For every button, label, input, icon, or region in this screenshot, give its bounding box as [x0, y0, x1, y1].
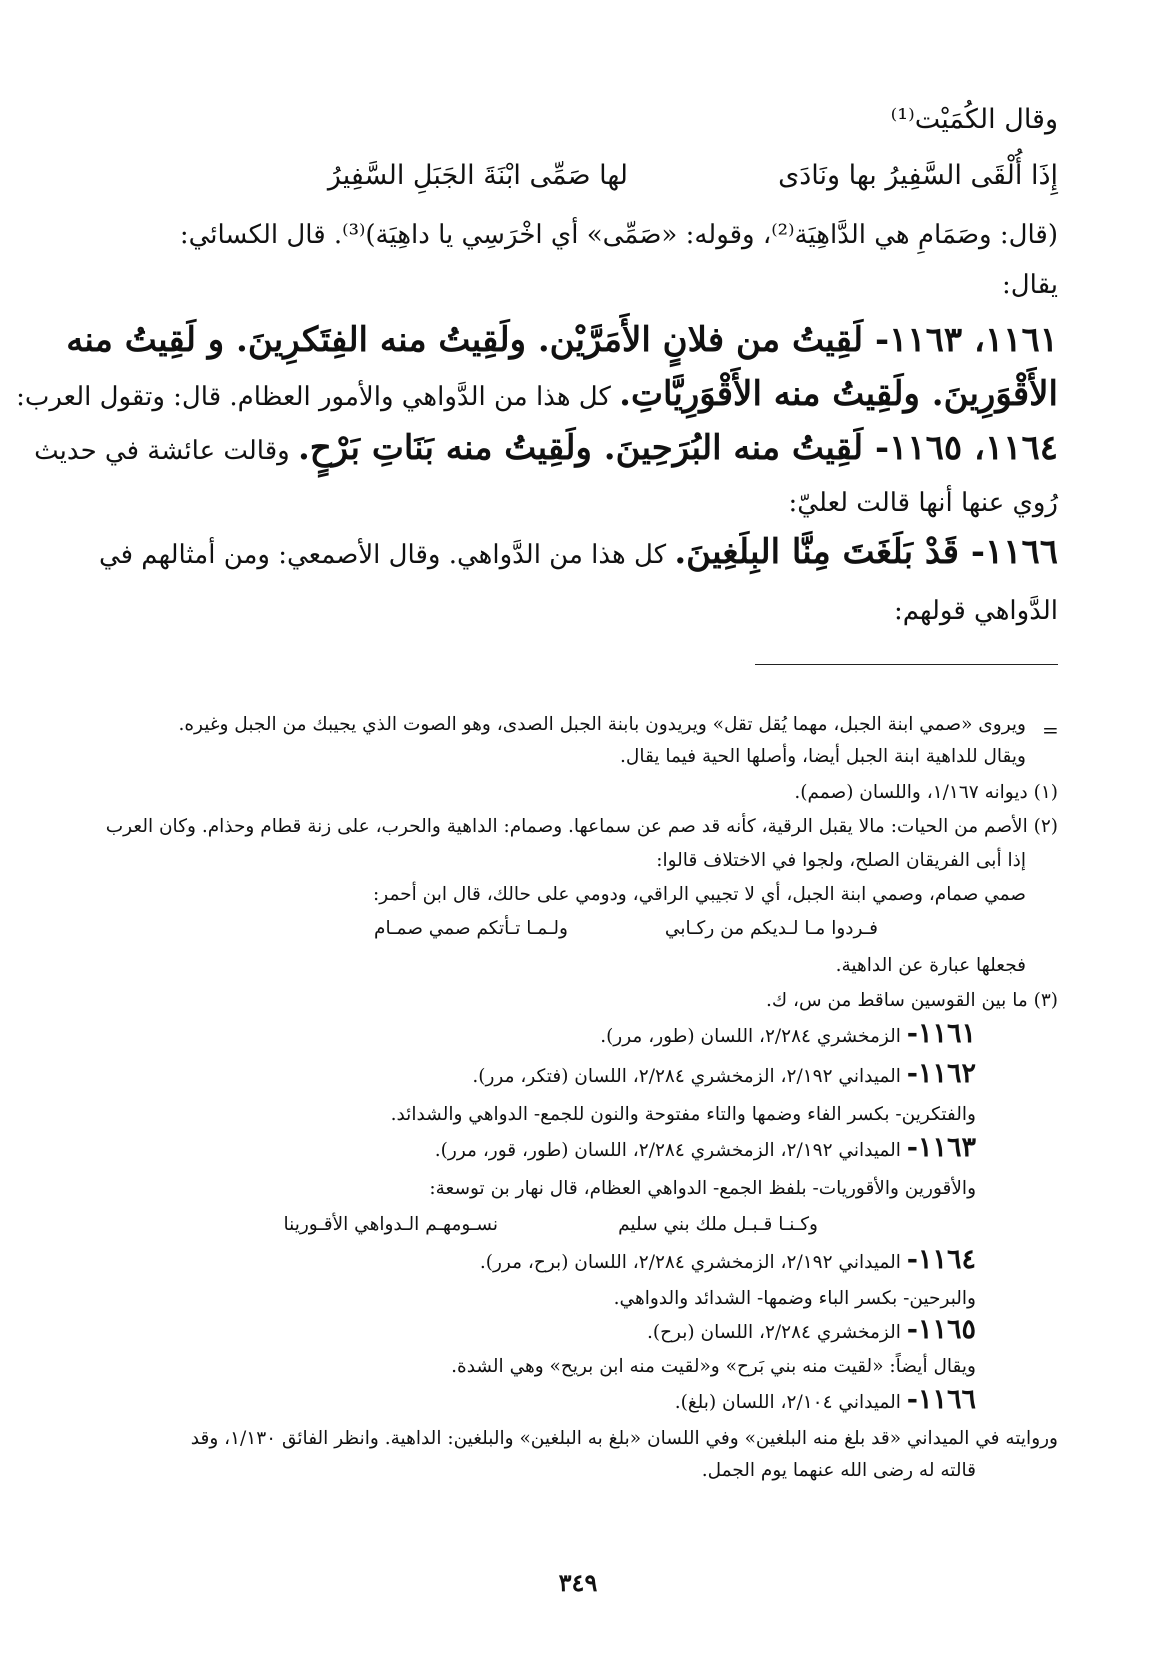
- verse-second-hemistich: لها صَمِّى ابْنَةَ الجَبَلِ السَّفِيرُ: [327, 160, 628, 191]
- proverb-bold: ١١٦٦- قَدْ بَلَغَتَ مِنَّا البِلَغِينَ.: [674, 532, 1058, 572]
- footnote-verse: [98, 918, 1058, 948]
- reference-gloss: والأقورين والأقوريات- بلفظ الجمع- الدواهي العظام، قال نهار بن توسعة:: [429, 1178, 976, 1199]
- footnote-verse-first: فـردوا مـا لـديكم من ركـابي: [664, 918, 878, 939]
- reference-text: الميداني ٢/١٠٤، اللسان (بلغ).: [674, 1392, 907, 1413]
- verse-line: [98, 160, 1058, 200]
- footnote-line: ويروى «صمي ابنة الجبل، مهما يُقل تقل» ويريدون بابنة الجبل الصدى، وهو الصوت الذي يجيبك من الجبل وغيره.: [178, 714, 1026, 735]
- proverb-rest: كل هذا من الدَّواهي والأمور العظام. قال: وتقول العرب:: [16, 382, 620, 412]
- reference-line: [98, 1018, 976, 1049]
- proverb-line: [98, 588, 1058, 628]
- reference-line: [98, 1132, 976, 1163]
- page-number: ٣٤٩: [558, 1568, 598, 1597]
- proverb-bold: ١١٦٤، ١١٦٥- لَقِيتُ منه البُرَحِينَ. ولَقِيتُ منه بَنَاتِ بَرْحٍ.: [297, 428, 1058, 468]
- proverb-rest: الدَّواهي قولهم:: [893, 596, 1058, 626]
- reference-gloss: وروايته في الميداني «قد بلغ منه البلغين» وفي اللسان «بلغ به البلغين» والبلغين: الداهية. وانظر الفائق ١/١٣٠، وقد: [190, 1428, 1058, 1449]
- reference-number: ١١٦٤-: [906, 1244, 976, 1275]
- reference-number: ١١٦٢-: [906, 1058, 976, 1089]
- reference-gloss: والبرحين- بكسر الباء وضمها- الشدائد والدواهي.: [613, 1288, 976, 1309]
- reference-text: الميداني ٢/١٩٢، الزمخشري ٢/٢٨٤، اللسان (فتكر، مرر).: [472, 1066, 907, 1087]
- proverb-bold: الأَقْوَرِينَ. ولَقِيتُ منه الأَقْوَرِيَّاتِ.: [619, 374, 1058, 414]
- reference-text: الزمخشري ٢/٢٨٤، اللسان (برح).: [647, 1322, 907, 1343]
- reference-number: ١١٦٥-: [906, 1314, 976, 1345]
- reference-line: [98, 1244, 976, 1275]
- footnote-line: إذا أبى الفريقان الصلح، ولجوا في الاختلاف قالوا:: [656, 850, 1026, 871]
- proverb-rest: رُوي عنها أنها قالت لعليّ:: [788, 488, 1058, 518]
- proverb-rest: وقالت عائشة في حديث: [34, 436, 298, 466]
- reference-gloss: قالته له رضى الله عنهما يوم الجمل.: [701, 1460, 976, 1481]
- intro-line: وقال الكُمَيْت⁽¹⁾: [890, 104, 1058, 135]
- footnote-line: ويقال للداهية ابنة الجبل أيضا، وأصلها الحية فيما يقال.: [620, 746, 1026, 767]
- reference-gloss: والفتكرين- بكسر الفاء وضمها والتاء مفتوحة والنون للجمع- الدواهي والشدائد.: [390, 1104, 976, 1125]
- proverb-bold: ١١٦١، ١١٦٣- لَقِيتُ من فلانٍ الأَمَرَّيْن. ولَقِيتُ منه الفِتَكرِينَ. و لَقِيتُ منه: [66, 320, 1058, 360]
- footnote-line: (١) ديوانه ١/١٦٧، واللسان (صمم).: [794, 782, 1058, 803]
- reference-line: [98, 1384, 976, 1415]
- reference-verse-second: نسـومهـم الـدواهي الأقـورينا: [283, 1214, 498, 1235]
- proverb-line: [98, 532, 1058, 572]
- proverb-line: [98, 480, 1058, 520]
- reference-verse: [98, 1214, 1058, 1244]
- reference-line: [98, 1314, 976, 1345]
- continuation-mark: =: [1042, 718, 1059, 742]
- footnote-line: فجعلها عبارة عن الداهية.: [835, 955, 1026, 976]
- reference-text: الزمخشري ٢/٢٨٤، اللسان (طور، مرر).: [600, 1026, 907, 1047]
- proverb-line: [34, 428, 1058, 468]
- reference-line: [98, 1058, 976, 1089]
- body-line: يقال:: [1002, 270, 1058, 300]
- reference-text: الميداني ٢/١٩٢، الزمخشري ٢/٢٨٤، اللسان (طور، قور، مرر).: [434, 1140, 907, 1161]
- reference-verse-first: وكـنـا قـبـل ملك بني سليم: [618, 1214, 818, 1235]
- proverb-rest: كل هذا من الدَّواهي. وقال الأصمعي: ومن أمثالهم في: [98, 540, 675, 570]
- verse-first-hemistich: إِذَا أُلْقَى السَّفِيرُ بها ونَادَى: [778, 160, 1058, 191]
- reference-gloss: ويقال أيضاً: «لقيت منه بني بَرح» و«لقيت منه ابن بريح» وهي الشدة.: [451, 1356, 976, 1377]
- footnote-verse-second: ولـمـا تـأتكم صمي صمـام: [373, 918, 568, 939]
- footnote-line: صمي صمام، وصمي ابنة الجبل، أي لا تجيبي الراقي، ودومي على حالك، قال ابن أحمر:: [373, 884, 1026, 905]
- body-line: (قال: وصَمَامِ هي الدَّاهِيَة⁽²⁾، وقوله: «صَمِّى» أي اخْرَسِي يا داهِيَة)⁽³⁾. قال الكسائي:: [179, 220, 1058, 250]
- reference-number: ١١٦١-: [906, 1018, 976, 1049]
- reference-text: الميداني ٢/١٩٢، الزمخشري ٢/٢٨٤، اللسان (برح، مرر).: [479, 1252, 907, 1273]
- proverb-line: [16, 374, 1058, 414]
- footnote-line: (٣) ما بين القوسين ساقط من س، ك.: [766, 990, 1058, 1011]
- footnote-divider: [755, 664, 1058, 665]
- footnote-line: (٢) الأصم من الحيات: مالا يقبل الرقية، كأنه قد صم عن سماعها. وصمام: الداهية والحرب، على زنة قطام وحذام. وكان العرب: [105, 816, 1058, 837]
- reference-number: ١١٦٦-: [906, 1384, 976, 1415]
- reference-number: ١١٦٣-: [906, 1132, 976, 1163]
- proverb-line: [66, 320, 1058, 360]
